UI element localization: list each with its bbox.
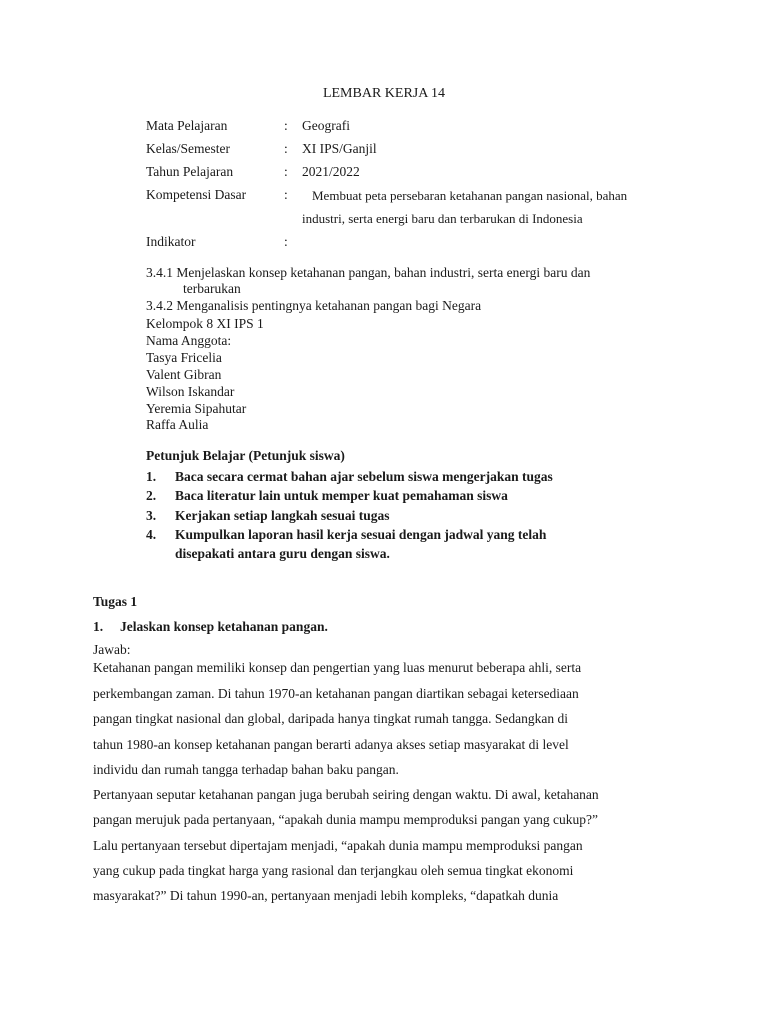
answer-line: pangan tingkat nasional dan global, daripada hanya tingkat rumah tangga. Sedangkan di [93,711,568,726]
answer-line: Lalu pertanyaan tersebut dipertajam menjadi, “apakah dunia mampu memproduksi pangan [93,838,583,853]
step-number: 1. [146,469,157,484]
answer-line: individu dan rumah tangga terhadap bahan baku pangan. [93,762,399,777]
mapel-value: Geografi [302,118,350,133]
page-title: LEMBAR KERJA 14 [322,86,446,101]
kelas-colon: : [284,141,288,156]
question-text: Jelaskan konsep ketahanan pangan. [120,619,328,634]
indicator-2: 3.4.2 Menganalisis pentingnya ketahanan pangan bagi Negara [146,298,482,313]
mapel-colon: : [284,118,288,133]
member-name: Wilson Iskandar [146,384,235,399]
tahun-colon: : [284,164,288,179]
kd-value-line1: Membuat peta persebaran ketahanan pangan nasional, bahan [312,188,628,203]
petunjuk-step-4-continuation: disepakati antara guru dengan siswa. [175,546,390,561]
step-number: 2. [146,488,157,503]
mapel-label: Mata Pelajaran [146,118,228,133]
member-name: Yeremia Sipahutar [146,401,247,416]
step-text: Kerjakan setiap langkah sesuai tugas [175,508,390,523]
step-text: Baca literatur lain untuk memper kuat pemahaman siswa [175,488,508,503]
answer-line: yang cukup pada tingkat harga yang rasional dan terjangkau oleh semua tingkat ekonomi [93,863,574,878]
step-number: 4. [146,527,157,542]
indikator-label: Indikator [146,234,196,249]
step-text: Baca secara cermat bahan ajar sebelum siswa mengerjakan tugas [175,469,553,484]
member-name: Raffa Aulia [146,417,209,432]
question-number: 1. [93,619,104,634]
jawab-label: Jawab: [93,642,131,657]
indikator-colon: : [284,234,288,249]
step-text: Kumpulkan laporan hasil kerja sesuai dengan jadwal yang telah [175,527,547,542]
tugas-title: Tugas 1 [93,594,138,609]
anggota-label: Nama Anggota: [146,333,232,348]
kelompok-text: Kelompok 8 XI IPS 1 [146,316,264,331]
kd-colon: : [284,187,288,202]
petunjuk-title: Petunjuk Belajar (Petunjuk siswa) [146,448,345,463]
member-name: Tasya Fricelia [146,350,222,365]
answer-line: perkembangan zaman. Di tahun 1970-an ketahanan pangan diartikan sebagai ketersediaan [93,686,579,701]
answer-line: tahun 1980-an konsep ketahanan pangan berarti adanya akses setiap masyarakat di level [93,737,569,752]
answer-line: Ketahanan pangan memiliki konsep dan pengertian yang luas menurut beberapa ahli, serta [93,660,582,675]
kelas-label: Kelas/Semester [146,141,230,156]
answer-line: masyarakat?” Di tahun 1990-an, pertanyaan menjadi lebih kompleks, “dapatkah dunia [93,888,559,903]
step-number: 3. [146,508,157,523]
kd-value-line2: industri, serta energi baru dan terbarukan di Indonesia [302,211,583,226]
kd-label: Kompetensi Dasar [146,187,247,202]
answer-line: Pertanyaan seputar ketahanan pangan juga berubah seiring dengan waktu. Di awal, ketahanan [93,787,599,802]
kelas-value: XI IPS/Ganjil [302,141,377,156]
answer-line: pangan merujuk pada pertanyaan, “apakah dunia mampu memproduksi pangan yang cukup?” [93,812,598,827]
indicator-1-line1: 3.4.1 Menjelaskan konsep ketahanan pangan, bahan industri, serta energi baru dan [146,265,591,280]
tahun-label: Tahun Pelajaran [146,164,234,179]
indicator-1-line2: terbarukan [183,281,241,296]
member-name: Valent Gibran [146,367,222,382]
tahun-value: 2021/2022 [302,164,360,179]
